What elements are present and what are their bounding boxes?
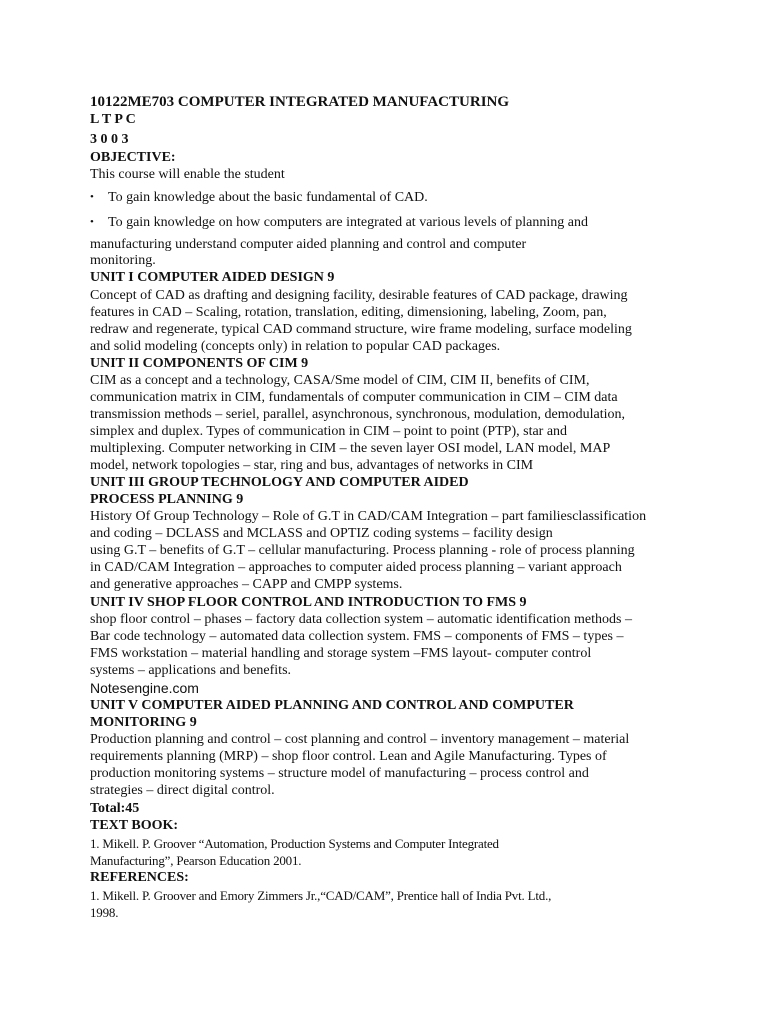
unit-text-line: FMS workstation – material handling and storage system –FMS layout- computer control bbox=[90, 646, 592, 661]
unit-text-line: Production planning and control – cost planning and control – inventory management – material bbox=[90, 732, 630, 747]
unit-text-line: multiplexing. Computer networking in CIM – the seven layer OSI model, LAN model, MAP bbox=[90, 441, 611, 456]
unit-heading: UNIT III GROUP TECHNOLOGY AND COMPUTER AIDED bbox=[90, 475, 469, 490]
unit-text-line: requirements planning (MRP) – shop floor control. Lean and Agile Manufacturing. Types of bbox=[90, 749, 607, 764]
unit-text-line: model, network topologies – star, ring and bus, advantages of networks in CIM bbox=[90, 458, 534, 473]
unit-text-line: features in CAD – Scaling, rotation, translation, editing, dimensioning, labeling, Zoom, pan, bbox=[90, 305, 607, 320]
unit-heading: MONITORING 9 bbox=[90, 715, 197, 730]
reference-entry: 1998. bbox=[90, 905, 119, 920]
reference-entry: 1. Mikell. P. Groover and Emory Zimmers Jr.,“CAD/CAM”, Prentice hall of India Pvt. Ltd., bbox=[90, 888, 552, 903]
unit-text-line: and coding – DCLASS and MCLASS and OPTIZ coding systems – facility design bbox=[90, 526, 553, 541]
unit-text-line: using G.T – benefits of G.T – cellular manufacturing. Process planning - role of process planning bbox=[90, 543, 635, 558]
textbook-heading: TEXT BOOK: bbox=[90, 818, 179, 833]
ltpc-values: 3 0 0 3 bbox=[90, 132, 129, 147]
unit-text-line: strategies – direct digital control. bbox=[90, 783, 275, 798]
objective-item: To gain knowledge about the basic fundamental of CAD. bbox=[108, 190, 428, 205]
objective-intro: This course will enable the student bbox=[90, 167, 285, 182]
course-title: 10122ME703 COMPUTER INTEGRATED MANUFACTURING bbox=[90, 94, 510, 110]
unit-text-line: and generative approaches – CAPP and CMPP systems. bbox=[90, 577, 403, 592]
unit-text-line: and solid modeling (concepts only) in relation to popular CAD packages. bbox=[90, 339, 501, 354]
textbook-entry: 1. Mikell. P. Groover “Automation, Production Systems and Computer Integrated bbox=[90, 836, 499, 851]
unit-text-line: Concept of CAD as drafting and designing facility, desirable features of CAD package, drawing bbox=[90, 288, 628, 303]
objective-heading: OBJECTIVE: bbox=[90, 150, 176, 165]
unit-text-line: transmission methods – seriel, parallel, asynchronous, synchronous, modulation, demodulation, bbox=[90, 407, 626, 422]
ltpc-letters: L T P C bbox=[90, 112, 136, 127]
unit-text-line: simplex and duplex. Types of communication in CIM – point to point (PTP), star and bbox=[90, 424, 568, 439]
textbook-entry: Manufacturing”, Pearson Education 2001. bbox=[90, 853, 302, 868]
unit-text-line: Bar code technology – automated data collection system. FMS – components of FMS – types – bbox=[90, 629, 624, 644]
unit-text-line: CIM as a concept and a technology, CASA/Sme model of CIM, CIM II, benefits of CIM, bbox=[90, 373, 590, 388]
unit-text-line: systems – applications and benefits. bbox=[90, 663, 292, 678]
bullet-icon: • bbox=[90, 216, 94, 228]
unit-text-line: in CAD/CAM Integration – approaches to computer aided process planning – variant approach bbox=[90, 560, 622, 575]
unit-text-line: shop floor control – phases – factory data collection system – automatic identification methods – bbox=[90, 612, 632, 627]
bullet-icon: • bbox=[90, 191, 94, 203]
unit-text-line: communication matrix in CIM, fundamentals of computer communication in CIM – CIM data bbox=[90, 390, 618, 405]
unit-heading: UNIT I COMPUTER AIDED DESIGN 9 bbox=[90, 270, 335, 285]
watermark-text: Notesengine.com bbox=[90, 680, 199, 696]
total-hours: Total:45 bbox=[90, 801, 140, 816]
references-heading: REFERENCES: bbox=[90, 870, 189, 885]
objective-item-continued: monitoring. bbox=[90, 253, 156, 268]
unit-text-line: History Of Group Technology – Role of G.T in CAD/CAM Integration – part familiesclassification bbox=[90, 509, 647, 524]
unit-heading: UNIT II COMPONENTS OF CIM 9 bbox=[90, 356, 309, 371]
objective-item: To gain knowledge on how computers are integrated at various levels of planning and bbox=[108, 215, 588, 230]
objective-item-continued: manufacturing understand computer aided planning and control and computer bbox=[90, 237, 527, 252]
unit-heading: UNIT IV SHOP FLOOR CONTROL AND INTRODUCTION TO FMS 9 bbox=[90, 595, 527, 610]
unit-text-line: production monitoring systems – structure model of manufacturing – process control and bbox=[90, 766, 589, 781]
unit-heading: PROCESS PLANNING 9 bbox=[90, 492, 244, 507]
unit-text-line: redraw and regenerate, typical CAD command structure, wire frame modeling, surface modeling bbox=[90, 322, 632, 337]
unit-heading: UNIT V COMPUTER AIDED PLANNING AND CONTROL AND COMPUTER bbox=[90, 698, 574, 713]
